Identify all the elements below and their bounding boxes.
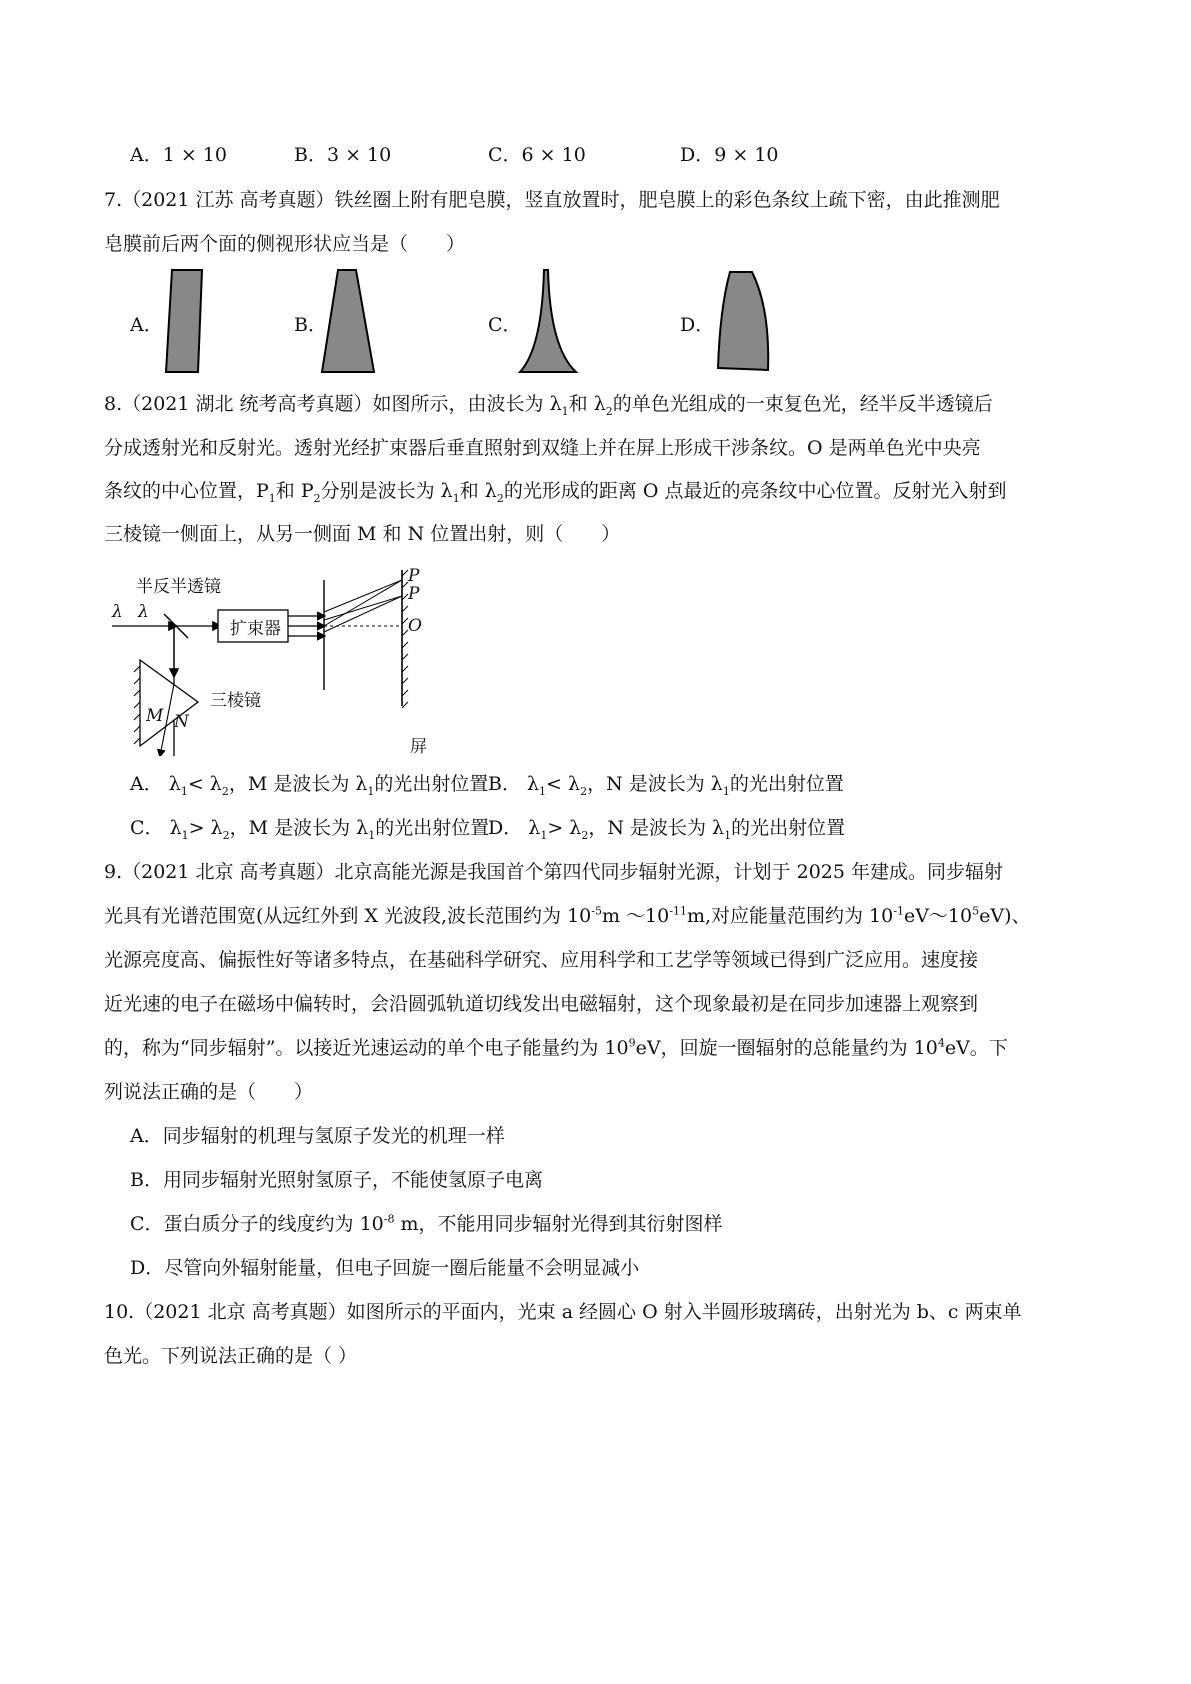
label-lambda1: λ: [112, 602, 123, 622]
q6-option-b: B．3 × 10: [294, 144, 392, 166]
q9-text-line1: 9.（2021 北京 高考真题）北京高能光源是我国首个第四代同步辐射光源，计划于 2025 年建成。同步辐射: [104, 861, 1003, 883]
q8-option-d: D． $\lambda_1> \lambda_2$，N 是波长为 $\lambda_1$的光出射位置: [488, 817, 846, 842]
q8-text-line1: 8.（2021 湖北 统考高考真题）如图所示，由波长为 $\lambda_1$和 $\lambda_2$的单色光组成的一束复色光，经半反半透镜后: [104, 393, 993, 418]
q8-option-b: B． $\lambda_1< \lambda_2$，N 是波长为 $\lambda_1$的光出射位置: [488, 773, 844, 798]
label-beam-expander: 扩束器: [230, 619, 281, 639]
q8-option-c: C． $\lambda_1> \lambda_2$，M 是波长为 $\lambda_1$的光出射位置: [130, 817, 490, 842]
q7-option-d-label: D．: [680, 314, 715, 336]
q7-option-b-film-shape: [318, 268, 378, 374]
q9-option-d: D．尽管向外辐射能量，但电子回旋一圈后能量不会明显减小: [130, 1257, 640, 1279]
q6-option-d: D．9 × 10: [680, 144, 779, 166]
label-O: O: [408, 616, 422, 636]
q9-text-line4: 近光速的电子在磁场中偏转时，会沿圆弧轨道切线发出电磁辐射，这个现象最初是在同步加速器上观察到: [104, 993, 979, 1015]
q8-text-line3: 条纹的中心位置，$P_1$和 $P_2$分别是波长为 $\lambda_1$和 $\lambda_2$的光形成的距离 O 点最近的亮条纹中心位置。反射光入射到: [104, 480, 1007, 505]
label-N: N: [174, 712, 189, 732]
q7-option-c-film-shape: [510, 268, 580, 374]
label-P1: P: [408, 566, 420, 586]
q7-text-line2: 皂膜前后两个面的侧视形状应当是（ ）: [104, 233, 466, 255]
label-screen: 屏: [410, 737, 427, 757]
label-P2: P: [408, 584, 420, 604]
q6-option-c: C．6 × 10: [488, 144, 586, 166]
q7-text-line1: 7.（2021 江苏 高考真题）铁丝圈上附有肥皂膜，竖直放置时，肥皂膜上的彩色条纹上疏下密，由此推测肥: [104, 189, 1000, 211]
q7-option-a-film-shape: [160, 268, 210, 374]
q9-option-b: B．用同步辐射光照射氢原子，不能使氢原子电离: [130, 1169, 543, 1191]
label-prism: 三棱镜: [210, 691, 261, 711]
q8-option-a: A． $\lambda_1< \lambda_2$，M 是波长为 $\lambda_1$的光出射位置: [130, 773, 489, 798]
q8-text-line2: 分成透射光和反射光。透射光经扩束器后垂直照射到双缝上并在屏上形成干涉条纹。O 是两单色光中央亮: [104, 437, 981, 459]
q10-text-line2: 色光。下列说法正确的是（ ）: [104, 1345, 358, 1367]
q8-optics-diagram: [112, 566, 452, 756]
q10-text-line1: 10.（2021 北京 高考真题）如图所示的平面内，光束 a 经圆心 O 射入半圆形玻璃砖，出射光为 b、c 两束单: [104, 1301, 1022, 1323]
label-M: M: [146, 706, 164, 726]
q8-text-line4: 三棱镜一侧面上，从另一侧面 M 和 N 位置出射，则（ ）: [104, 523, 621, 545]
q7-option-a-label: A．: [130, 314, 163, 336]
q6-option-a: A．1 × 10: [130, 144, 227, 166]
q9-option-c: C．蛋白质分子的线度约为 $10^{-8}$ m，不能用同步辐射光得到其衍射图样: [130, 1212, 723, 1235]
q9-text-line3: 光源亮度高、偏振性好等诸多特点，在基础科学研究、应用科学和工艺学等领域已得到广泛应用。速度接: [104, 949, 979, 971]
q9-text-line6: 列说法正确的是（ ）: [104, 1081, 314, 1103]
q7-option-c-label: C．: [488, 314, 522, 336]
q9-text-line2: 光具有光谱范围宽(从远红外到 X 光波段,波长范围约为 $10^{-5}m$ $\sim 10^{-11}m$,对应能量范围约为 $10^{-1}eV\sim 10^5eV$)、: [104, 904, 1031, 927]
q7-option-b-label: B．: [294, 314, 327, 336]
q7-option-d-film-shape: [708, 268, 778, 374]
q9-option-a: A．同步辐射的机理与氢原子发光的机理一样: [130, 1125, 505, 1147]
label-lambda2: λ: [138, 602, 149, 622]
label-half-mirror: 半反半透镜: [136, 577, 221, 597]
q9-text-line5: 的，称为“同步辐射”。以接近光速运动的单个电子能量约为 $10^9eV$，回旋一圈辐射的总能量约为 $10^4eV$。下: [104, 1036, 1008, 1059]
